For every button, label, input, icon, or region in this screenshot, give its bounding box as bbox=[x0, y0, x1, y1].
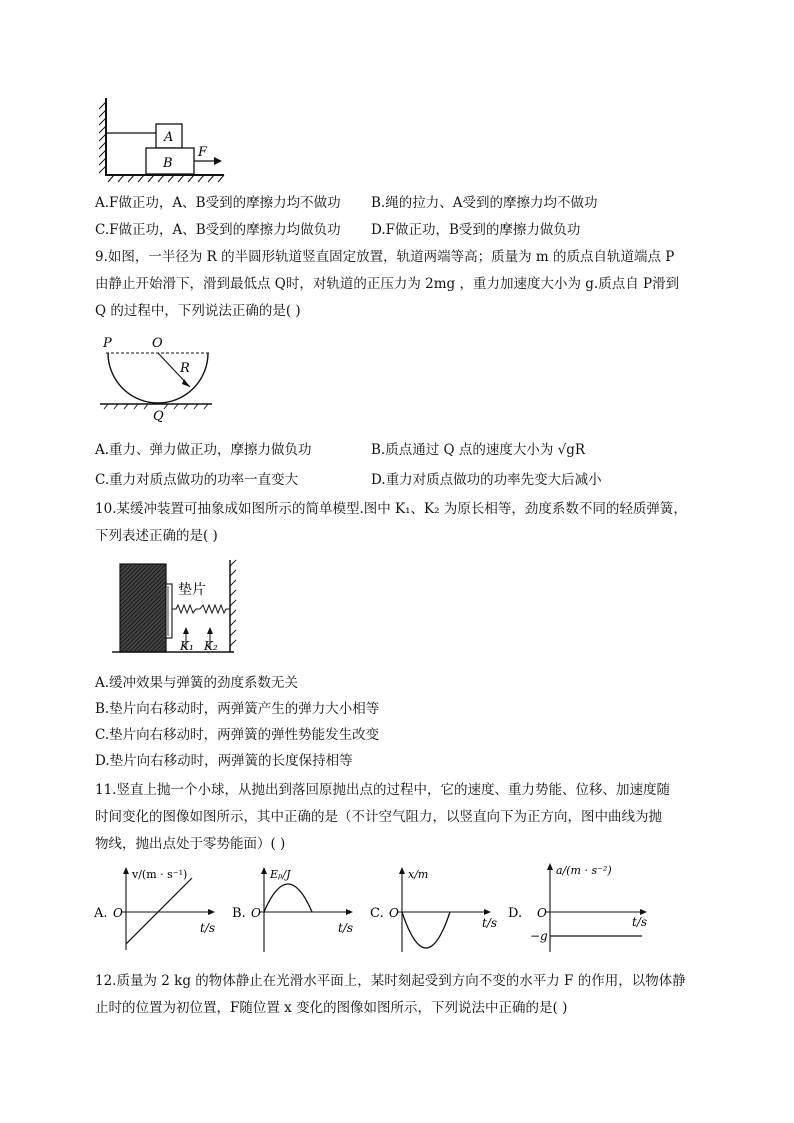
q11-stem-line-1: 11.竖直上抛一个小球，从抛出到落回原抛出点的过程中，它的速度、重力势能、位移、加速度随 bbox=[95, 782, 670, 798]
q9-option-c: C.重力对质点做功的功率一直变大 bbox=[95, 472, 299, 488]
q11-graph-a-ylabel: v/(m · s⁻¹) bbox=[132, 868, 188, 881]
q11-graph-d-xlabel: t/s bbox=[632, 915, 648, 929]
q9-label-q: Q bbox=[153, 409, 164, 424]
q9-option-b: B.质点通过 Q 点的速度大小为 √gR bbox=[371, 442, 586, 458]
q9-label-p: P bbox=[103, 336, 112, 351]
q11-graph-a bbox=[92, 864, 222, 954]
q11-graph-d-origin: O bbox=[537, 906, 547, 920]
q8-label-a: A bbox=[164, 130, 174, 145]
q11-graph-d-ylabel: a/(m · s⁻²) bbox=[556, 864, 612, 877]
q11-graph-c bbox=[368, 864, 498, 954]
q10-option-b: B.垫片向右移动时，两弹簧产生的弹力大小相等 bbox=[95, 701, 380, 717]
q9-figure bbox=[98, 332, 218, 426]
q11-graph-b-origin: O bbox=[251, 906, 261, 920]
q8-option-b: B.绳的拉力、A受到的摩擦力均不做功 bbox=[371, 195, 598, 211]
q10-option-a: A.缓冲效果与弹簧的劲度系数无关 bbox=[95, 675, 299, 691]
q11-graph-b bbox=[230, 864, 360, 954]
q10-label-pad: 垫片 bbox=[178, 582, 206, 598]
q8-label-f: F bbox=[198, 145, 208, 160]
q11-stem-line-2: 时间变化的图像如图所示，其中正确的是（不计空气阻力，以竖直向下为正方向，图中曲线为抛 bbox=[95, 809, 662, 825]
q9-label-o: O bbox=[152, 336, 163, 351]
q8-option-a: A.F做正功，A、B受到的摩擦力均不做功 bbox=[95, 195, 341, 211]
q10-stem-line-2: 下列表述正确的是( ) bbox=[95, 528, 218, 544]
q12-stem-line-2: 止时的位置为初位置，F随位置 x 变化的图像如图所示，下列说法中正确的是( ) bbox=[95, 1000, 568, 1016]
q10-option-c: C.垫片向右移动时，两弹簧的弹性势能发生改变 bbox=[95, 727, 380, 743]
q11-graph-d-option: D. bbox=[508, 906, 523, 921]
q11-graph-a-xlabel: t/s bbox=[200, 921, 216, 935]
q11-graph-a-origin: O bbox=[113, 906, 123, 920]
q10-stem-line-1: 10.某缓冲装置可抽象成如图所示的简单模型.图中 K₁、K₂ 为原长相等，劲度系数不同的轻质弹簧， bbox=[95, 501, 687, 517]
q11-graph-c-xlabel: t/s bbox=[482, 916, 498, 930]
q11-graph-c-ylabel: x/m bbox=[408, 868, 429, 881]
q11-graph-a-option: A. bbox=[94, 906, 108, 921]
q12-stem-line-1: 12.质量为 2 kg 的物体静止在光滑水平面上，某时刻起受到方向不变的水平力 F 的作用，以物体静 bbox=[95, 973, 686, 989]
q11-graph-d-level: −g bbox=[530, 929, 548, 943]
q9-label-r: R bbox=[180, 361, 190, 376]
q8-figure bbox=[96, 96, 236, 186]
q11-graph-c-origin: O bbox=[389, 906, 399, 920]
q10-option-d: D.垫片向右移动时，两弹簧的长度保持相等 bbox=[95, 753, 353, 769]
q8-option-c: C.F做正功，A、B受到的摩擦力均做负功 bbox=[95, 222, 341, 238]
q11-graph-b-option: B. bbox=[232, 906, 246, 921]
q11-graph-d bbox=[506, 860, 656, 954]
q9-stem-line-3: Q 的过程中，下列说法正确的是( ) bbox=[95, 303, 301, 319]
q11-graph-b-xlabel: t/s bbox=[338, 921, 354, 935]
q10-label-k1: K₁ bbox=[180, 639, 194, 653]
q11-graph-b-ylabel: Eₚ/J bbox=[270, 868, 291, 881]
q8-label-b: B bbox=[163, 156, 173, 171]
q10-label-k2: K₂ bbox=[204, 639, 218, 653]
q9-stem-line-2: 由静止开始滑下，滑到最低点 Q时，对轨道的正压力为 2mg ，重力加速度大小为 g.质点自 P滑到 bbox=[95, 276, 680, 292]
q9-option-d: D.重力对质点做功的功率先变大后减小 bbox=[371, 472, 602, 488]
q8-option-d: D.F做正功，B受到的摩擦力做负功 bbox=[371, 222, 581, 238]
q9-option-a: A.重力、弹力做正功，摩擦力做负功 bbox=[95, 442, 312, 458]
q9-stem-line-1: 9.如图，一半径为 R 的半圆形轨道竖直固定放置，轨道两端等高；质量为 m 的质点自轨道端点 P bbox=[95, 249, 675, 265]
q10-figure bbox=[110, 556, 240, 660]
q11-graph-c-option: C. bbox=[370, 906, 384, 921]
q11-stem-line-3: 物线，抛出点处于零势能面）( ) bbox=[95, 836, 286, 852]
